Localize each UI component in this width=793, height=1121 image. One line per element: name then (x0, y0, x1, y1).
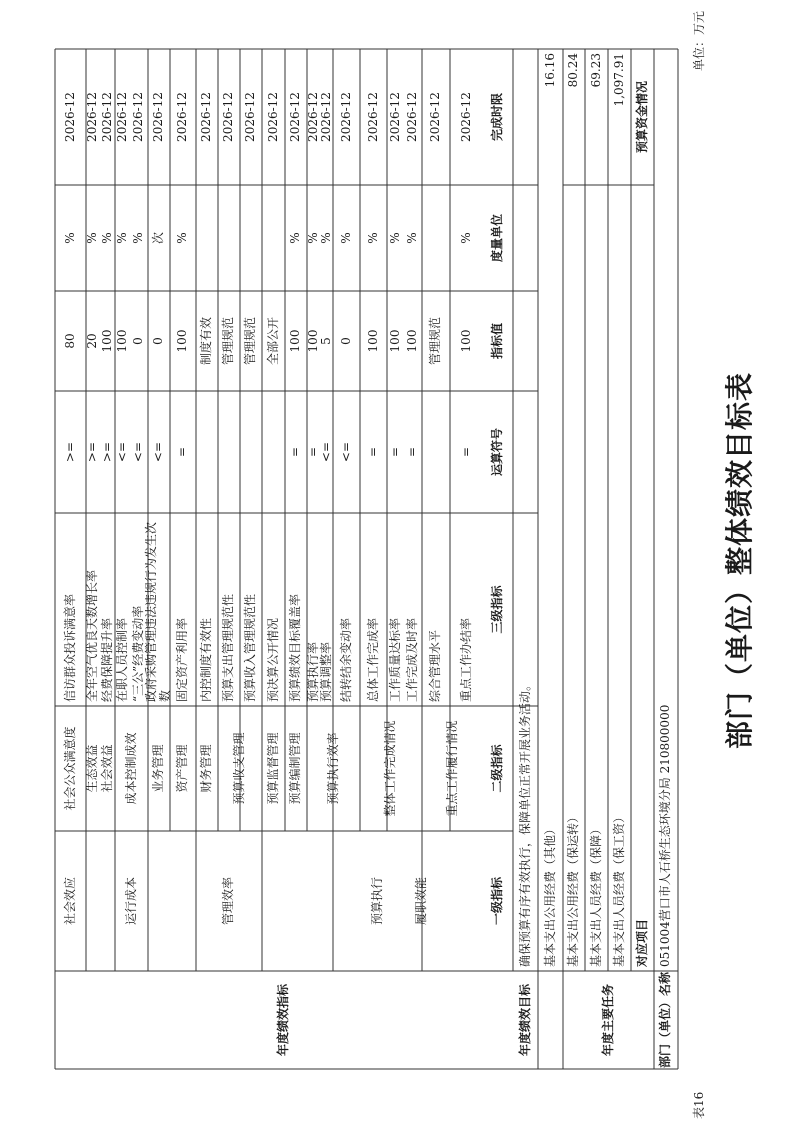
operator-cell (262, 391, 285, 513)
target-value-cell: 100 (365, 329, 380, 353)
level2-indicator: 财务管理 (199, 744, 214, 793)
operator-cell: = (458, 446, 473, 458)
level2-indicator: 整体工作完成情况 (383, 720, 398, 817)
project-name: 基本支出公用经费（其他） (542, 822, 557, 967)
deadline-cell: 2026-12 (131, 92, 146, 142)
level3-indicator: 结转结余变动率 (338, 617, 353, 702)
level3-indicator: 经费保障提升率 (99, 617, 114, 702)
col-header-value: 指标值 (490, 323, 505, 360)
level2-indicator: 社会效益 (99, 744, 114, 793)
operator-cell: = (175, 446, 190, 458)
deadline-cell: 2026-12 (114, 92, 129, 142)
deadline-cell: 2026-12 (428, 92, 443, 142)
target-value-cell: 0 (338, 337, 353, 345)
unit-cell: % (387, 232, 402, 244)
page-title: 部门（单位）整体绩效目标表 (723, 372, 756, 750)
project-name: 基本支出人员经费（保障） (588, 822, 603, 967)
target-value-cell: 80 (62, 333, 77, 349)
target-value-cell: 5 (318, 337, 333, 345)
table-number: 表16 (692, 1091, 706, 1119)
level3-indicator: 工作完成及时率 (405, 617, 420, 702)
unit-cell: % (405, 232, 420, 244)
operator-cell: = (288, 446, 303, 458)
unit-cell: % (114, 232, 129, 244)
deadline-cell: 2026-12 (62, 92, 77, 142)
level3-indicator: 固定资产利用率 (175, 617, 190, 702)
annual-task-label: 年度主要任务 (600, 984, 615, 1057)
col-header-deadline: 完成时限 (490, 93, 505, 142)
level1-indicator: 管理效率 (221, 877, 236, 926)
deadline-cell: 2026-12 (405, 92, 420, 142)
target-value-cell: 全部公开 (265, 317, 280, 366)
level3-indicator: “三公”经费变动率 (131, 605, 146, 702)
target-value-cell: 100 (387, 329, 402, 353)
unit-cell: 次 (151, 232, 166, 245)
unit-cell: % (62, 232, 77, 244)
project-amount: 16.16 (542, 53, 557, 88)
level3-indicator: 内控制度有效性 (199, 617, 214, 702)
unit-cell: % (131, 232, 146, 244)
target-value-cell: 100 (288, 329, 303, 353)
col-header-operator: 运算符号 (490, 428, 505, 477)
level2-indicator: 预算编制管理 (288, 732, 303, 805)
target-value-cell: 100 (99, 329, 114, 353)
deadline-cell: 2026-12 (288, 92, 303, 142)
level3-indicator: 预算调整率 (318, 641, 333, 702)
unit-cell: % (458, 232, 473, 244)
unit-note: 单位：万元 (692, 10, 706, 71)
operator-cell (240, 391, 262, 513)
deadline-cell: 2026-12 (243, 92, 258, 142)
target-value-cell: 100 (305, 329, 320, 353)
level3-indicator: 预算执行率 (305, 641, 320, 702)
operator-cell: <= (114, 441, 129, 463)
unit-cell: % (99, 232, 114, 244)
operator-cell: <= (151, 441, 166, 463)
level3-indicator: 信访群众投诉满意率 (62, 593, 77, 702)
operator-cell: = (405, 446, 420, 458)
col-header-level2: 二级指标 (490, 744, 505, 793)
level2-indicator: 生态效益 (85, 744, 100, 793)
deadline-cell: 2026-12 (458, 92, 473, 142)
col-header-level1: 一级指标 (490, 877, 505, 926)
deadline-cell: 2026-12 (387, 92, 402, 142)
target-value-cell: 管理规范 (243, 317, 258, 366)
target-value-cell: 0 (131, 337, 146, 345)
col-header-level3: 三级指标 (490, 585, 505, 634)
level2-indicator: 成本控制成效 (123, 732, 138, 805)
target-value-cell: 100 (405, 329, 420, 353)
deadline-cell: 2026-12 (199, 92, 214, 142)
target-value-cell: 制度有效 (199, 317, 214, 366)
level2-indicator: 业务管理 (151, 744, 166, 793)
deadline-cell: 2026-12 (305, 92, 320, 142)
unit-cell: % (288, 232, 303, 244)
operator-cell: = (365, 446, 380, 458)
target-value-cell: 0 (151, 337, 166, 345)
unit-cell: % (338, 232, 353, 244)
level3-indicator: 预算收入管理规范性 (243, 593, 258, 702)
operator-cell (196, 391, 218, 513)
funds-header: 预算资金情况 (634, 81, 649, 154)
indicator-label: 年度绩效指标 (276, 984, 291, 1057)
col-header-unit: 度量单位 (490, 214, 505, 263)
level3-indicator: 在职人员控制率 (114, 617, 129, 702)
operator-cell (422, 391, 450, 513)
level2-indicator: 社会公众满意度 (62, 726, 77, 811)
level1-indicator: 履职效能 (413, 877, 428, 926)
unit-cell: % (318, 232, 333, 244)
project-amount: 1,097.91 (611, 53, 626, 107)
operator-cell: <= (131, 441, 146, 463)
dept-name-label: 部门（单位）名称 (658, 972, 673, 1069)
deadline-cell: 2026-12 (338, 92, 353, 142)
operator-cell: >= (99, 441, 114, 463)
operator-cell: <= (318, 441, 333, 463)
operator-cell: <= (338, 441, 353, 463)
target-value-cell: 管理规范 (428, 317, 443, 366)
deadline-cell: 2026-12 (365, 92, 380, 142)
deadline-cell: 2026-12 (318, 92, 333, 142)
dept-name-value: 051004营口市人石桥生态环境分局 210800000 (658, 704, 673, 967)
operator-cell (218, 391, 240, 513)
level3-indicator: 预决算公开情况 (265, 617, 280, 702)
deadline-cell: 2026-12 (99, 92, 114, 142)
project-name: 基本支出公用经费（保运转） (566, 810, 581, 967)
unit-cell (422, 185, 450, 291)
operator-cell: = (305, 446, 320, 458)
level3-indicator: 综合管理水平 (428, 629, 443, 702)
operator-cell: = (387, 446, 402, 458)
annual-goal-label: 年度绩效目标 (517, 984, 532, 1057)
level3-indicator: 预算支出管理规范性 (221, 593, 236, 702)
deadline-cell: 2026-12 (175, 92, 190, 142)
unit-cell: % (85, 232, 100, 244)
operator-cell: >= (85, 441, 100, 463)
deadline-cell: 2026-12 (265, 92, 280, 142)
level3-indicator: 预算绩效目标覆盖率 (288, 593, 303, 702)
level3-indicator: 重点工作办结率 (458, 617, 473, 702)
unit-cell (218, 185, 240, 291)
level3-indicator: 全年空气优良天数增长率 (85, 569, 100, 702)
unit-cell (240, 185, 262, 291)
project-amount: 69.23 (588, 53, 603, 88)
unit-cell (196, 185, 218, 291)
deadline-cell: 2026-12 (85, 92, 100, 142)
unit-cell (262, 185, 285, 291)
level3-indicator: 工作质量达标率 (387, 617, 402, 702)
annual-goal-text: 确保预算有序有效执行，保障单位正常开展业务活动。 (517, 678, 532, 967)
target-value-cell: 20 (85, 333, 100, 349)
target-value-cell: 100 (175, 329, 190, 353)
level1-indicator: 预算执行 (369, 877, 384, 926)
level2-indicator: 重点工作履行情况 (444, 720, 459, 817)
project-header: 对应项目 (634, 918, 649, 967)
unit-cell: % (175, 232, 190, 244)
level2-indicator: 预算监督管理 (265, 732, 280, 805)
project-amount: 80.24 (566, 53, 581, 88)
level1-indicator: 社会效应 (62, 877, 77, 926)
deadline-cell: 2026-12 (151, 92, 166, 142)
level2-indicator: 资产管理 (175, 744, 190, 793)
target-value-cell: 100 (114, 329, 129, 353)
level1-indicator: 运行成本 (123, 877, 138, 926)
level3-indicator: 总体工作完成率 (365, 617, 380, 702)
unit-cell: % (305, 232, 320, 244)
level2-indicator: 预算执行效率 (325, 732, 340, 805)
operator-cell: >= (62, 441, 77, 463)
unit-cell: % (365, 232, 380, 244)
level3-indicator: 政府采购管理违法违规行为发生次数 (144, 521, 172, 702)
target-value-cell: 管理规范 (221, 317, 236, 366)
level2-indicator: 预算收支管理 (232, 732, 247, 805)
project-name: 基本支出人员经费（保工资） (611, 810, 626, 967)
target-value-cell: 100 (458, 329, 473, 353)
deadline-cell: 2026-12 (221, 92, 236, 142)
